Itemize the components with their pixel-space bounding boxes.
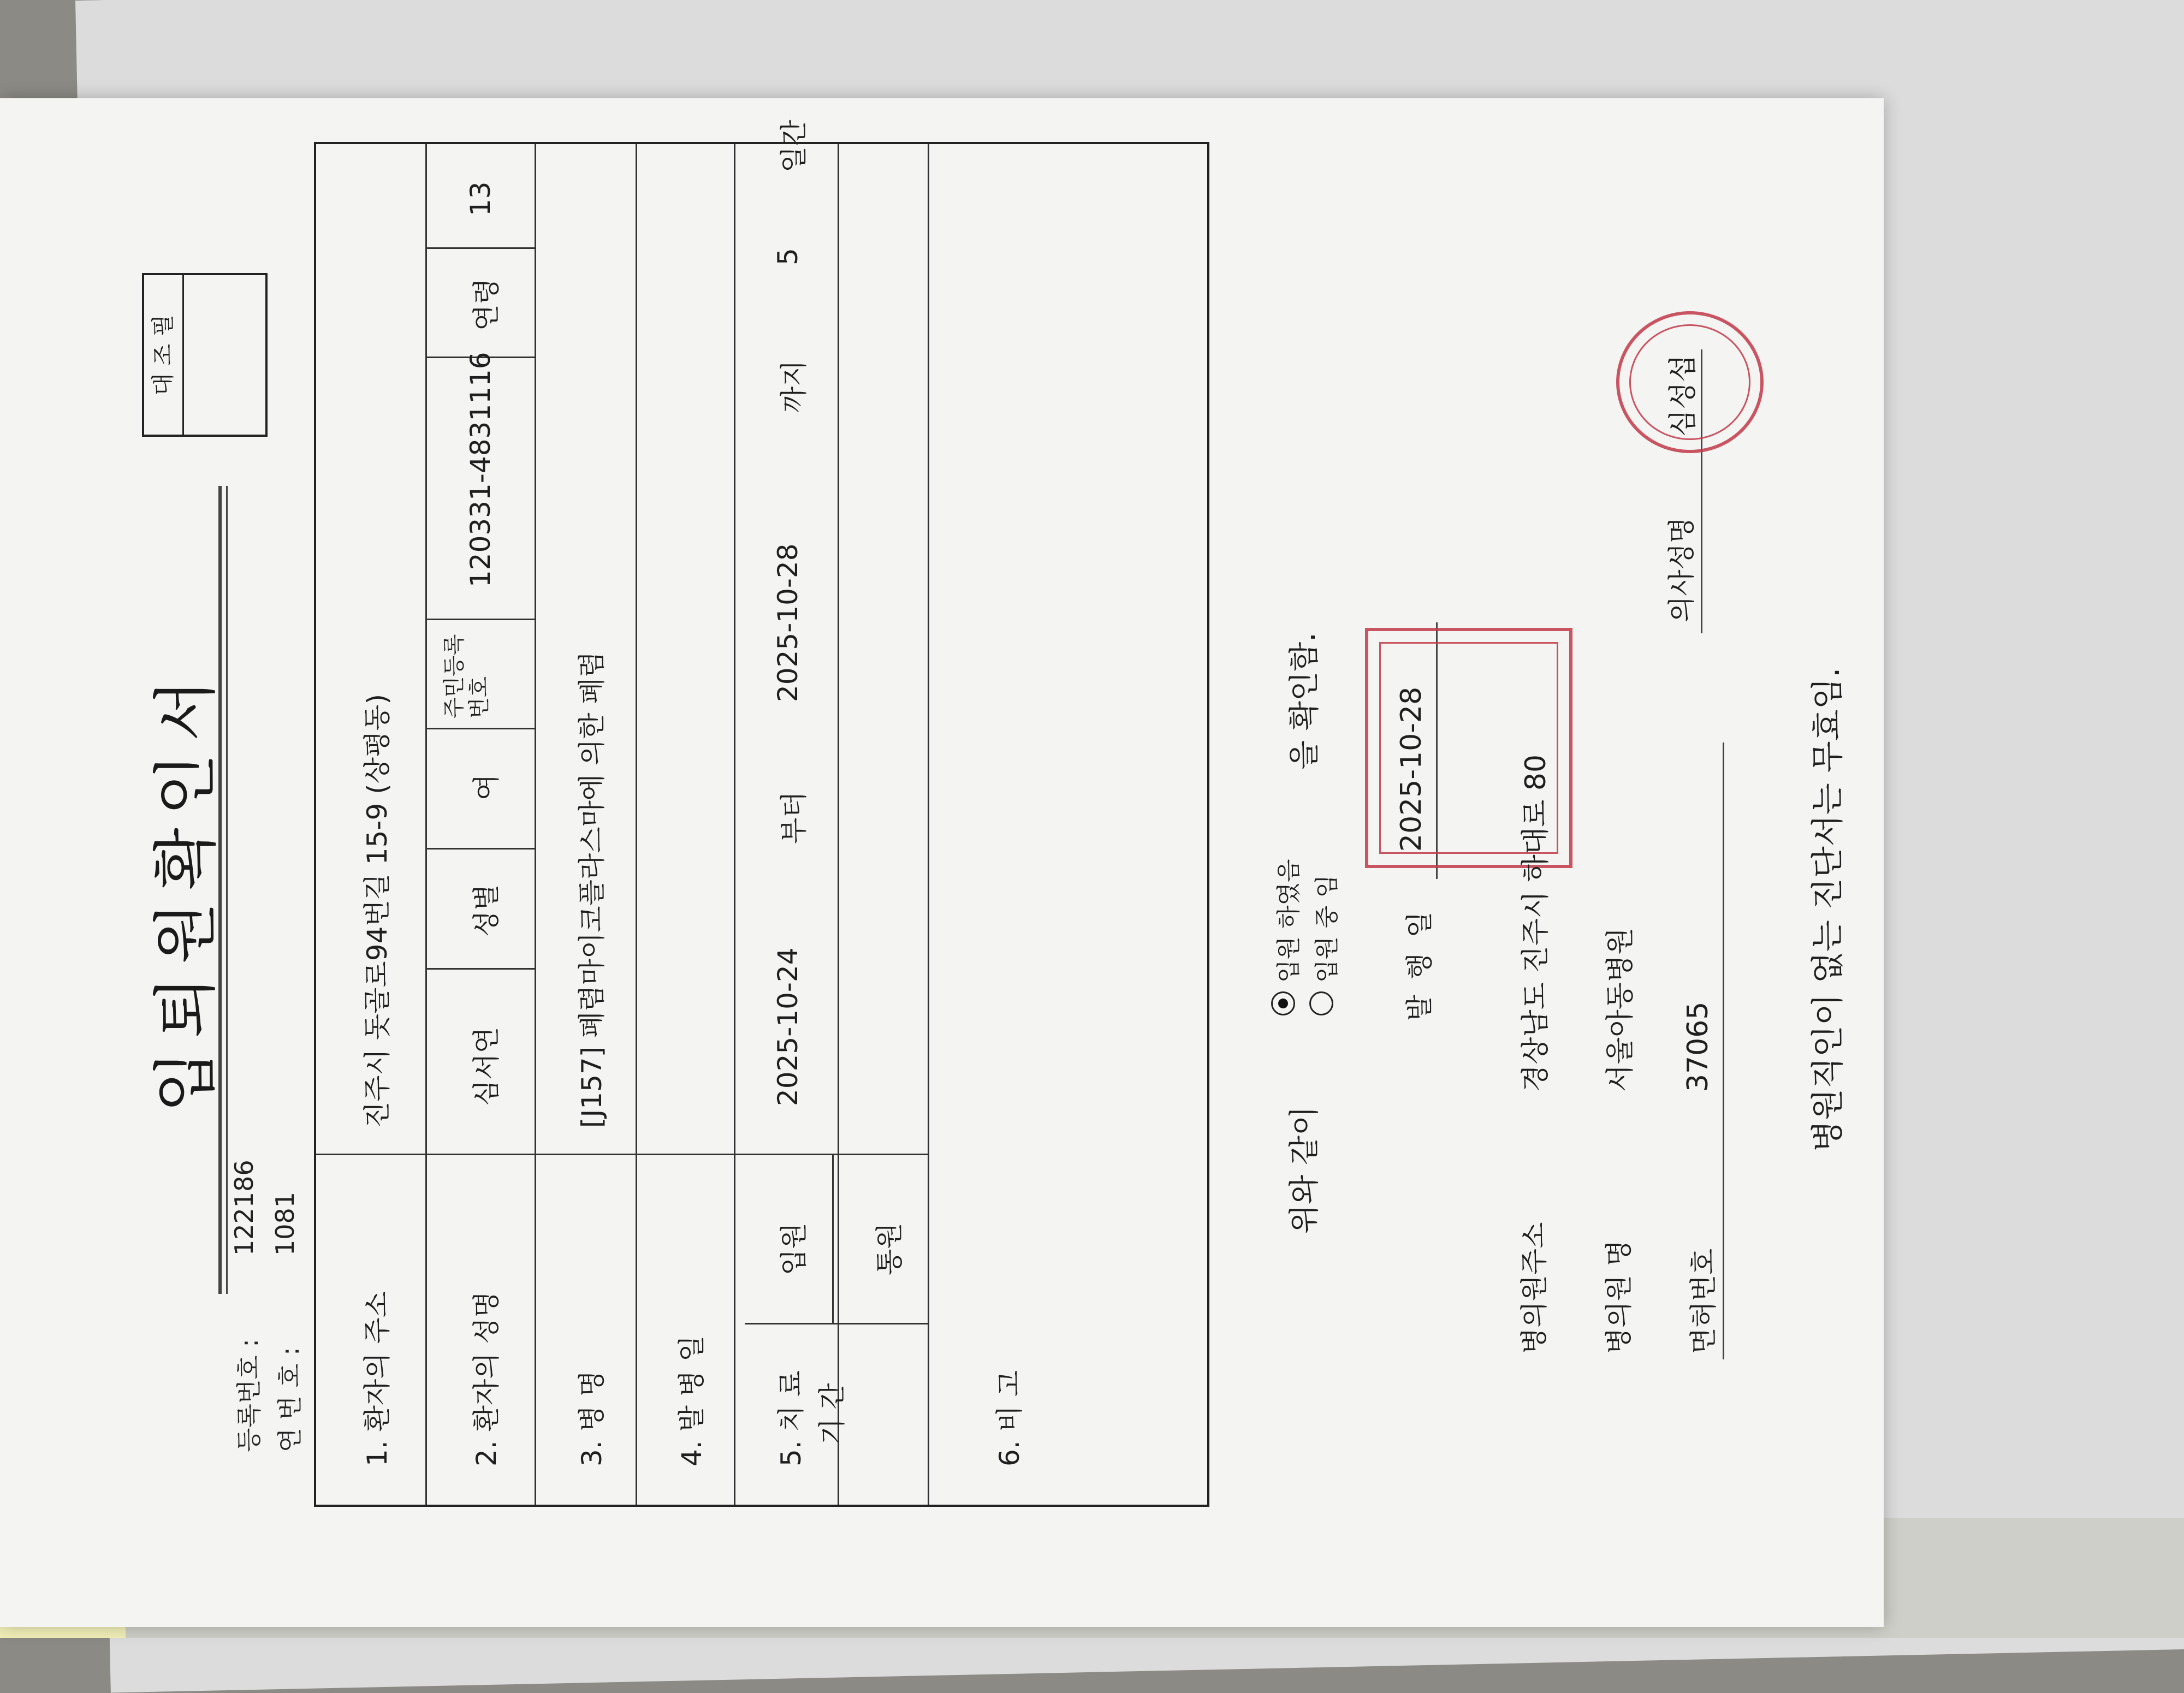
rrn-label: 주민등록번호: [442, 634, 492, 718]
to-date: 2025-10-28: [772, 543, 804, 702]
remarks-label: 6. 비 고: [994, 1370, 1025, 1466]
inpatient-label: 입원: [778, 1222, 810, 1275]
document-title: 입퇴원확인서: [148, 667, 223, 1113]
option-in-hospital-label: 입원 중 임: [1313, 875, 1341, 983]
from-word: 부터: [778, 791, 810, 844]
rrn-value: 120331-4831116: [465, 352, 496, 587]
disease-label: 3. 병 명: [576, 1370, 608, 1466]
serial-number: [270, 1191, 306, 1452]
title-underline-thin: [226, 486, 228, 1294]
option-in-hospital-radio[interactable]: [1309, 991, 1333, 1015]
hospital-address-value: 경상남도 진주시 하대로 80: [1520, 754, 1552, 1092]
doctor-label: 의사성명: [1666, 516, 1698, 622]
address-value: 진주시 돗골로94번길 15-9 (상평동): [361, 693, 393, 1128]
option-admitted-radio[interactable]: [1271, 991, 1295, 1015]
doctor-seal-inner: [1629, 324, 1750, 440]
license-label: 면허번호: [1688, 1248, 1719, 1354]
registration-number-label: 등록번호 :: [234, 1339, 264, 1452]
days-unit: 일간: [778, 120, 810, 173]
footer-notice: 병원직인이 없는 진단서는 무효임.: [1809, 667, 1847, 1152]
radio-selected-dot: [1278, 999, 1288, 1008]
doctor-seal: [1616, 311, 1764, 453]
title-underline: [218, 486, 222, 1294]
onset-label: 4. 발 병 일: [676, 1335, 708, 1466]
admission-discharge-certificate: [0, 98, 1884, 1627]
from-date: 2025-10-24: [772, 947, 804, 1106]
issue-date-value: 2025-10-28: [1395, 686, 1428, 852]
address-label: 1. 환자의 주소: [361, 1291, 393, 1466]
name-value: 심서연: [471, 1027, 502, 1106]
license-value: 37065: [1682, 1001, 1714, 1092]
serial-number-value: 1081: [270, 1191, 300, 1256]
treatment-period-label-2: 기 간: [816, 1383, 848, 1445]
outpatient-label: 통원: [874, 1222, 905, 1275]
hospital-address-label: 병의원주소: [1518, 1222, 1550, 1354]
serial-number-label: 연 번 호 :: [275, 1347, 305, 1452]
registration-number: [229, 1160, 265, 1452]
sex-label: 성별: [471, 884, 502, 937]
option-admitted-label: 입원 하였음: [1275, 859, 1303, 983]
hospital-name-label: 병의원 명: [1603, 1239, 1635, 1354]
age-label: 연령: [471, 278, 502, 331]
certificate-table: [314, 120, 1209, 1507]
confirm-suffix: 을 확인함.: [1287, 632, 1322, 770]
to-word: 까지: [778, 360, 810, 413]
sex-value: 여: [471, 774, 502, 800]
verification-stamp-label: 대 조 필: [144, 275, 184, 435]
registration-number-value: 122186: [229, 1160, 259, 1256]
hospital-name-value: 서울아동병원: [1604, 927, 1637, 1092]
confirm-prefix: 위와 같이: [1287, 1106, 1322, 1234]
age-value: 13: [465, 181, 496, 216]
treatment-period-label: 5. 치 료: [775, 1370, 807, 1466]
days-value: 5: [772, 248, 804, 265]
disease-value: [J157] 폐렴마이코플라스마에 의한 폐렴: [576, 651, 608, 1128]
doctor-name: 심성섭: [1667, 354, 1700, 437]
verification-stamp-box: [142, 273, 268, 437]
issue-date-label: 발 행 일: [1404, 908, 1435, 1021]
name-label: 2. 환자의 성명: [471, 1291, 502, 1466]
